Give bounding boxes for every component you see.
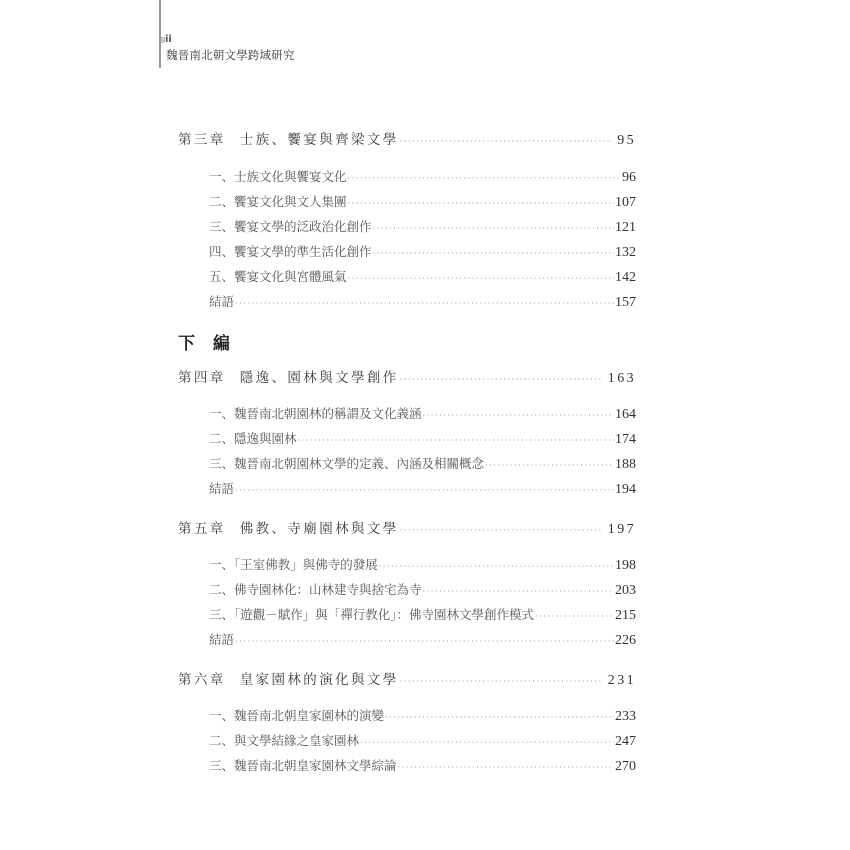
- toc-entry[interactable]: [209, 404, 636, 423]
- chapter-number: 第四章: [178, 370, 226, 386]
- chapter-title: 皇家園林的演化與文學: [239, 672, 399, 688]
- leader-dots: [423, 411, 614, 420]
- entry-title: 三、魏晉南北朝園林文學的定義、內涵及相關概念: [209, 456, 485, 471]
- toc-entry[interactable]: [209, 731, 636, 750]
- leader-dots: [379, 562, 614, 571]
- page-ref: 95: [617, 133, 636, 148]
- toc-entry[interactable]: [209, 292, 636, 311]
- entry-title: 一、魏晉南北朝皇家園林的演變: [209, 708, 385, 723]
- chapter-title: 士族、饗宴與齊梁文學: [239, 132, 399, 148]
- chapter-title: 佛教、寺廟園林與文學: [239, 521, 399, 537]
- chapter-number: 第五章: [178, 521, 226, 537]
- toc-entry[interactable]: [209, 630, 636, 649]
- page-ref: 107: [615, 195, 636, 210]
- chapter-number: 第三章: [178, 132, 226, 148]
- entry-title: 二、佛寺園林化：山林建寺與捨宅為寺: [209, 582, 422, 597]
- toc-entry[interactable]: [209, 756, 636, 775]
- toc-chapter-5[interactable]: [178, 517, 636, 538]
- leader-dots: [400, 526, 603, 535]
- entry-title: 三、「遊觀－賦作」與「禪行教化」：佛寺園林文學創作模式: [209, 607, 535, 622]
- toc-entry[interactable]: [209, 242, 636, 261]
- leader-dots: [385, 713, 614, 722]
- leader-dots: [400, 375, 603, 384]
- toc-entry[interactable]: [209, 706, 636, 725]
- page-ref: 121: [615, 220, 636, 235]
- page-ref: 142: [615, 270, 636, 285]
- page-ref: 194: [615, 482, 636, 497]
- toc-chapter-3[interactable]: [178, 128, 636, 149]
- entry-title: 二、饗宴文化與文人集團: [209, 194, 347, 209]
- toc-entry[interactable]: [209, 167, 636, 186]
- entry-title: 結語: [209, 294, 235, 309]
- page-ref: 231: [607, 673, 636, 688]
- leader-dots: [398, 763, 614, 772]
- chapter-number: 第六章: [178, 672, 226, 688]
- entry-title: 結語: [209, 481, 235, 496]
- page-ref: 270: [615, 759, 636, 774]
- page-ref: 188: [615, 457, 636, 472]
- toc-entry[interactable]: [209, 605, 636, 624]
- page-spine-line: [159, 0, 161, 68]
- chapter-title: 隱逸、園林與文學創作: [239, 370, 399, 386]
- leader-dots: [400, 137, 612, 146]
- page-ref: 174: [615, 432, 636, 447]
- toc-chapter-6[interactable]: [178, 668, 636, 689]
- page-ref: 197: [607, 522, 636, 537]
- part-heading: 下 編: [178, 334, 236, 354]
- entry-title: 四、饗宴文學的準生活化創作: [209, 244, 372, 259]
- toc-entry[interactable]: [209, 192, 636, 211]
- toc-entry[interactable]: [209, 580, 636, 599]
- toc-entry[interactable]: [209, 429, 636, 448]
- page-ref: 164: [615, 407, 636, 422]
- page-ref: 226: [615, 633, 636, 648]
- toc-entry[interactable]: [209, 479, 636, 498]
- page-ref: 198: [615, 558, 636, 573]
- toc-entry[interactable]: [209, 454, 636, 473]
- page-ref: 132: [615, 245, 636, 260]
- entry-title: 五、饗宴文化與宮體風氣: [209, 269, 347, 284]
- leader-dots: [373, 224, 614, 233]
- leader-dots: [235, 637, 614, 646]
- entry-title: 三、魏晉南北朝皇家園林文學綜論: [209, 758, 397, 773]
- leader-dots: [348, 174, 621, 183]
- toc-entry[interactable]: [209, 267, 636, 286]
- leader-dots: [348, 274, 614, 283]
- page-ref: 247: [615, 734, 636, 749]
- leader-dots: [423, 587, 614, 596]
- toc-entry[interactable]: [209, 555, 636, 574]
- toc-chapter-4[interactable]: [178, 366, 636, 387]
- leader-dots: [348, 199, 614, 208]
- leader-dots: [535, 612, 614, 621]
- leader-dots: [400, 677, 603, 686]
- page-ref: 215: [615, 608, 636, 623]
- entry-title: 三、饗宴文學的泛政治化創作: [209, 219, 372, 234]
- entry-title: 一、士族文化與饗宴文化: [209, 169, 347, 184]
- page-ref: 233: [615, 709, 636, 724]
- page-number: ii: [165, 34, 172, 45]
- running-title: 魏晉南北朝文學跨域研究: [166, 48, 295, 62]
- leader-dots: [485, 461, 614, 470]
- leader-dots: [373, 249, 614, 258]
- page-ref: 163: [607, 371, 636, 386]
- entry-title: 二、隱逸與園林: [209, 431, 297, 446]
- leader-dots: [235, 486, 614, 495]
- page-ref: 157: [615, 295, 636, 310]
- page-ref: 96: [622, 170, 636, 185]
- entry-title: 一、魏晉南北朝園林的稱謂及文化義涵: [209, 406, 422, 421]
- page-ref: 203: [615, 583, 636, 598]
- toc-entry[interactable]: [209, 217, 636, 236]
- leader-dots: [235, 299, 614, 308]
- leader-dots: [360, 738, 614, 747]
- entry-title: 一、「王室佛教」與佛寺的發展: [209, 557, 378, 572]
- leader-dots: [298, 436, 614, 445]
- entry-title: 二、與文學結緣之皇家園林: [209, 733, 360, 748]
- entry-title: 結語: [209, 632, 235, 647]
